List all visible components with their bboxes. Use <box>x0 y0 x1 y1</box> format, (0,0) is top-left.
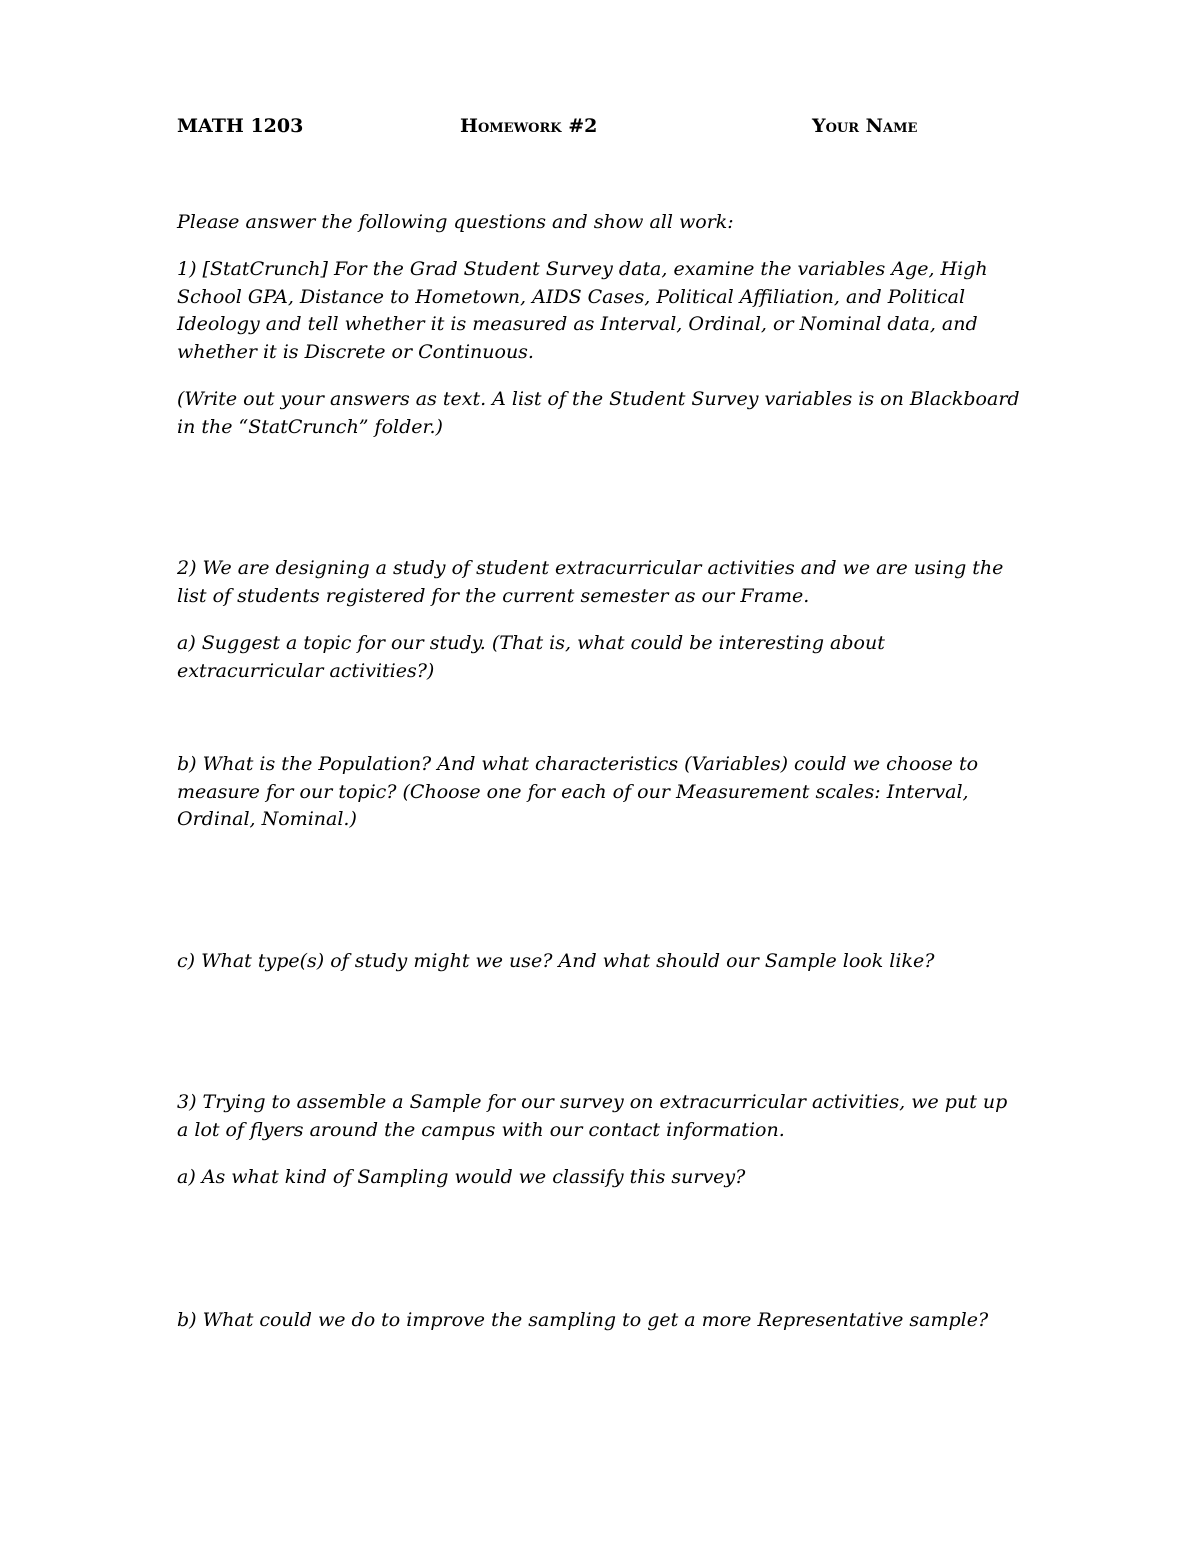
student-name-field: Your Name <box>812 115 918 137</box>
question-3-line: 3) Trying to assemble a Sample for our survey on extracurricular activities, we put up <box>177 1091 1008 1113</box>
question-1-line: Ideology and tell whether it is measured as Interval, Ordinal, or Nominal data, and <box>177 313 978 335</box>
question-2b-line: b) What is the Population? And what characteristics (Variables) could we choose to <box>177 753 979 775</box>
instructions <box>177 209 1037 237</box>
question-2b-line: measure for our topic? (Choose one for each of our Measurement scales: Interval, <box>177 780 969 803</box>
question-2b <box>177 751 1037 834</box>
question-2-line: 2) We are designing a study of student extracurricular activities and we are using the <box>177 557 1004 579</box>
question-1-note-line: (Write out your answers as text. A list of the Student Survey variables is on Blackboard <box>177 388 1020 410</box>
question-3 <box>177 1089 1037 1144</box>
question-1 <box>177 256 1037 366</box>
question-3b-line: b) What could we do to improve the sampling to get a more Representative sample? <box>177 1309 989 1331</box>
question-3b <box>177 1307 1037 1335</box>
question-1-note <box>177 386 1037 441</box>
question-3a <box>177 1164 1037 1192</box>
question-3-line: a lot of flyers around the campus with our contact information. <box>177 1118 785 1141</box>
question-2a-line: extracurricular activities?) <box>177 659 435 682</box>
question-2a-line: a) Suggest a topic for our study. (That is, what could be interesting about <box>177 632 885 654</box>
question-2a <box>177 630 1037 685</box>
question-1-line: 1) [StatCrunch] For the Grad Student Survey data, examine the variables Age, High <box>177 258 988 280</box>
course-code: MATH 1203 <box>177 115 304 137</box>
question-2c-line: c) What type(s) of study might we use? And what should our Sample look like? <box>177 950 935 972</box>
instructions-line: Please answer the following questions and show all work: <box>177 211 734 233</box>
assignment-title: Homework #2 <box>460 115 598 137</box>
question-1-note-line: in the “StatCrunch” folder.) <box>177 415 443 438</box>
question-1-line: School GPA, Distance to Hometown, AIDS Cases, Political Affiliation, and Political <box>177 285 966 308</box>
question-2b-line: Ordinal, Nominal.) <box>177 808 357 830</box>
question-3a-line: a) As what kind of Sampling would we classify this survey? <box>177 1166 746 1188</box>
question-2-line: list of students registered for the current semester as our Frame. <box>177 584 810 607</box>
question-2c <box>177 948 1037 976</box>
question-2 <box>177 555 1037 610</box>
question-1-line: whether it is Discrete or Continuous. <box>177 340 534 363</box>
page-header <box>177 115 1037 145</box>
